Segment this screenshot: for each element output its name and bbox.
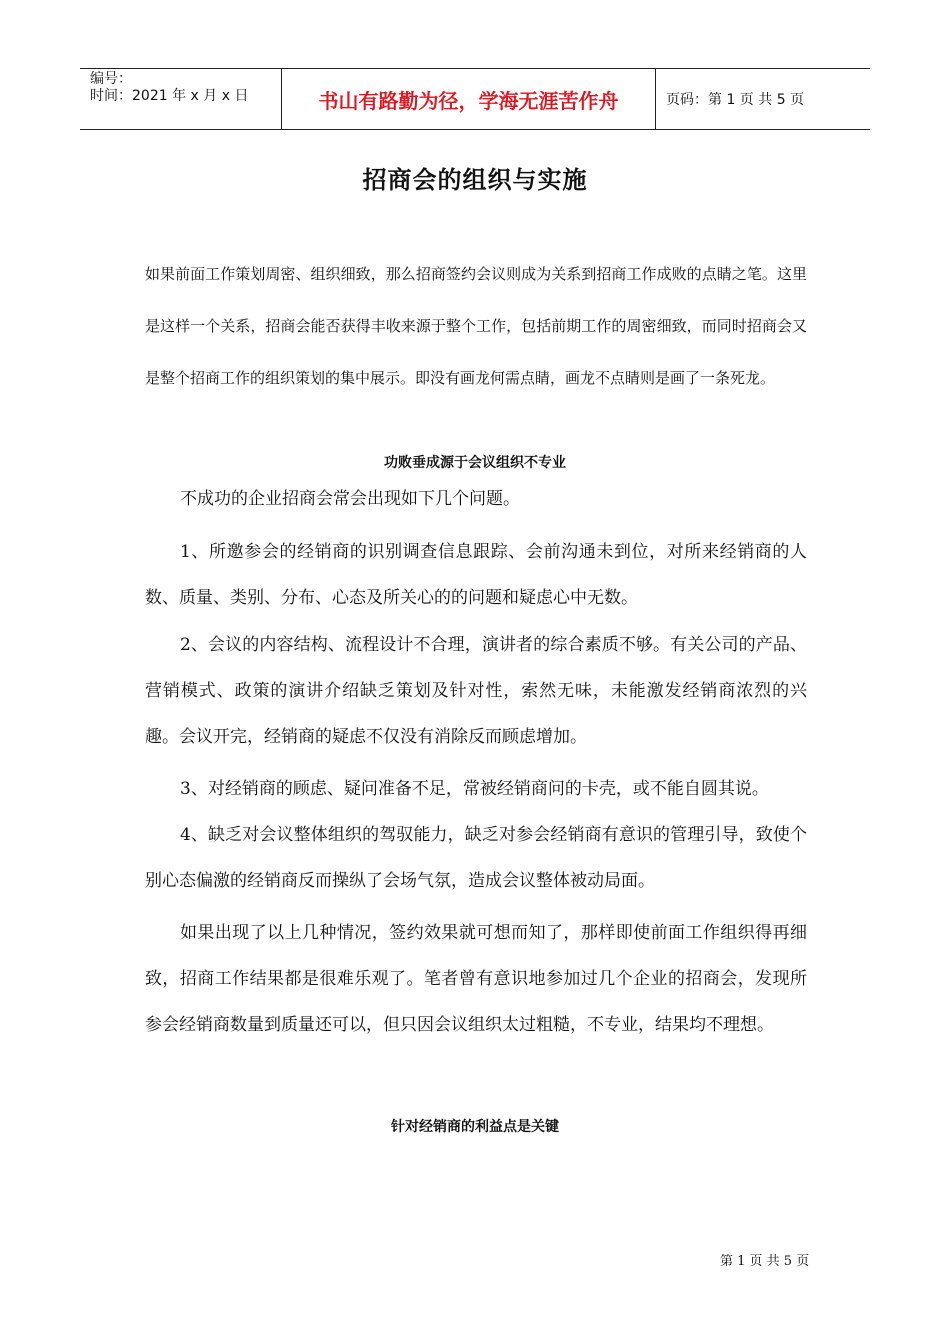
header-motto: 书山有路勤为径，学海无涯苦作舟 — [282, 69, 656, 129]
document-number: 编号： — [90, 71, 132, 87]
paragraph: 不成功的企业招商会常会出现如下几个问题。 — [180, 489, 520, 509]
paragraph: 3、对经销商的顾虑、疑问准备不足，常被经销商问的卡壳，或不能自圆其说。 — [180, 779, 769, 799]
document-date: 时间：2021 年 x 月 x 日 — [90, 88, 249, 104]
paragraph: 4、缺乏对会议整体组织的驾驭能力，缺乏对参会经销商有意识的管理引导，致使个别心态偏激的经销商反而操纵了会场气氛，造成会议整体被动局面。 — [145, 825, 807, 891]
section-heading-2: 针对经销商的利益点是关键 — [391, 1119, 559, 1135]
document-title: 招商会的组织与实施 — [362, 165, 588, 194]
header-meta — [80, 69, 282, 129]
paragraph: 1、所邀参会的经销商的识别调查信息跟踪、会前沟通未到位，对所来经销商的人数、质量、类别、分布、心态及所关心的的问题和疑虑心中无数。 — [145, 542, 807, 608]
section-heading-1: 功败垂成源于会议组织不专业 — [384, 455, 566, 471]
paragraph: 如果出现了以上几种情况，签约效果就可想而知了，那样即使前面工作组织得再细致，招商工作结果都是很难乐观了。笔者曾有意识地参加过几个企业的招商会，发现所参会经销商数量到质量还可以，但只因会议组织太过粗糙，不专业，结果均不理想。 — [145, 923, 807, 1035]
header-page-info: 页码：第 1 页 共 5 页 — [666, 92, 805, 108]
intro-paragraph: 如果前面工作策划周密、组织细致，那么招商签约会议则成为关系到招商工作成败的点睛之笔。这里是这样一个关系，招商会能否获得丰收来源于整个工作，包括前期工作的周密细致，而同时招商会又是整个招商工作的组织策划的集中展示。即没有画龙何需点睛，画龙不点睛则是画了一条死龙。 — [145, 265, 807, 387]
paragraph: 2、会议的内容结构、流程设计不合理，演讲者的综合素质不够。有关公司的产品、营销模式、政策的演讲介绍缺乏策划及针对性，索然无味，未能激发经销商浓烈的兴趣。会议开完，经销商的疑虑不仅没有消除反而顾虑增加。 — [145, 635, 807, 747]
page-footer: 第 1 页 共 5 页 — [720, 1254, 810, 1269]
page-header — [80, 68, 870, 130]
